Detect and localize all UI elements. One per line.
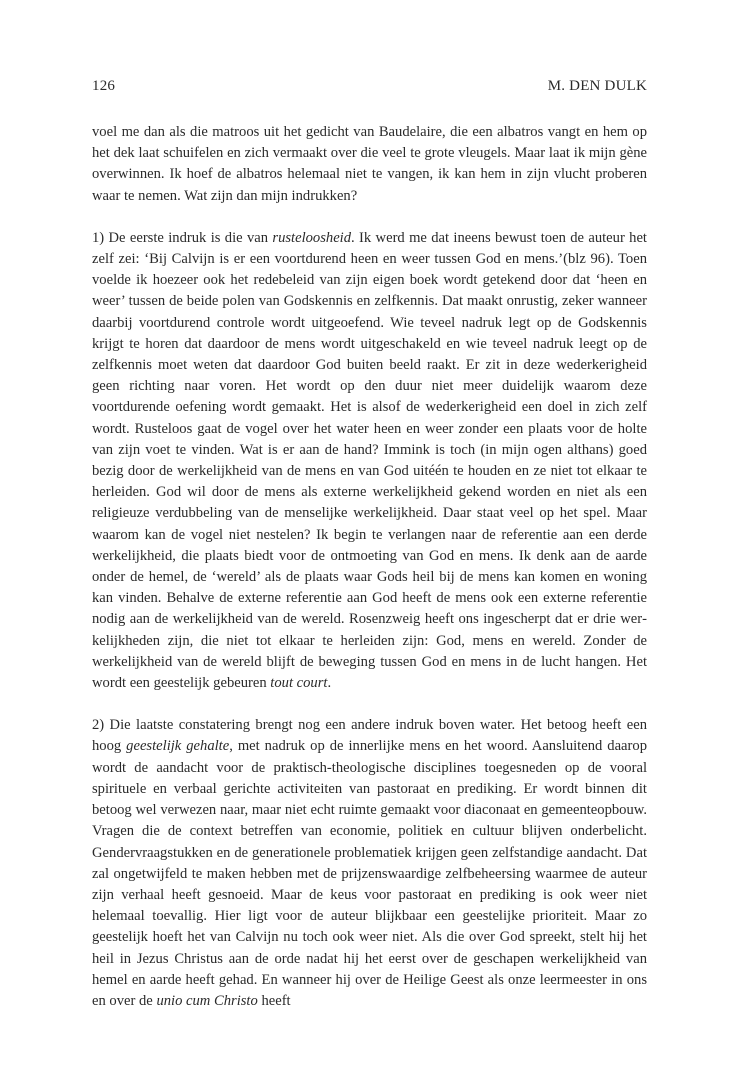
text-run: 2) Die laatste constatering brengt nog een andere indruk boven water. Het betoog heeft een hoog [92,717,647,755]
emphasis-tout-court: tout court [270,675,328,692]
body-text [92,122,647,1012]
text-run: . [327,675,332,692]
emphasis-rusteloosheid: rusteloosheid [272,229,352,246]
page-header [92,78,647,95]
paragraph-point-2 [92,715,647,1012]
text-run: 1) De eerste indruk is die van [92,229,273,246]
text-run: heeft [257,992,291,1009]
page-number: 126 [92,78,116,94]
running-head: M. DEN DULK [547,78,647,94]
paragraph-point-1 [92,228,647,694]
text-run: , met nadruk op de innerlijke mens en het woord. Aansluitend daarop wordt de aandacht voor de praktisch-theologische disciplines toegesneden op de vooral spirituele en verbaal gerichte activiteiten van pastoraat en prediking. Er wordt binnen dit betoog wel verwezen naar, maar niet echt ruimte gemaakt voor diaconaat en gemeenteopbouw. Vragen die de context betreffen van economie, politiek en cultuur blijven onderbelicht. Gendervraagstukken en de generationele problematiek krijgen geen zelfstandige aandacht. Dat zal ongetwijfeld te maken hebben met de prijzenswaardige zelfbeheersing waarmee de auteur zijn verhaal heeft gesnoeid. Maar de keus voor pastoraat en prediking is ook weer niet helemaal toevallig. Hier ligt voor de auteur blijkbaar een geestelijke prioriteit. Maar zo geestelijk hoeft het van Calvijn nu toch ook weer niet. Als die over God spreekt, stelt hij het heil in Jezus Christus aan de orde nadat hij het eerst over de geschapen werkelijkheid van hemel en aarde heeft gehad. En wanneer hij over de Heilige Geest als onze leermeester in ons en over de [92,738,647,1009]
text-run: . Ik werd me dat ineens bewust toen de auteur het zelf zei: ‘Bij Calvijn is er een voortdurend heen en weer tussen God en mens.’(blz 96). Toen voelde ik hoezeer ook het redebeleid van zijn eigen boek wordt getekend door dat ‘heen en weer’ tussen de beide polen van Godskennis en zelfkennis. Dat maakt onrustig, zeker wanneer daarbij voortdurend controle wordt uitgeoefend. Wie teveel nadruk legt op de Godskennis krijgt te horen dat daardoor de mens wordt uitgeschakeld en wie teveel nadruk leegt op de zelfkennis moet weten dat daardoor God buiten beeld raakt. Er zit in deze wederkerigheid geen richting naar voren. Het wordt op den duur niet meer duidelijk waarom deze voortdurende oefening wordt gemaakt. Het is alsof de wederkerigheid een doel in zich zelf wordt. Rusteloos gaat de vogel over het water heen en weer zonder een plaats voor de holte van zijn voet te vinden. Wat is er aan de hand? Immink is toch (in mijn ogen althans) goed bezig door de werkelijkheid van de mens en van God uitéén te houden en ze niet tot elkaar te herleiden. God wil door de mens als externe werkelijkheid gekend worden en niet als een religieuze verdubbeling van de menselijke werkelijkheid. Daar staat veel op het spel. Maar waarom kan de vogel niet nestelen? Ik begin te verlangen naar de referentie aan een derde werkelijkheid, die plaats biedt voor de ontmoeting van God en mens. Ik denk aan de aarde onder de hemel, de ‘wereld’ als de plaats waar Gods heil bij de mens kan komen en woning kan vinden. Behalve de externe referentie aan God heeft de mens ook een externe referentie nodig aan de werkelijkheid van de wereld. Rosenzweig heeft ons ingescherpt dat er drie werkelijkheden zijn, die niet tot elkaar te herleiden zijn: God, mens en wereld. Zonder de werkelijkheid van de wereld blijft de beweging tussen God en mens in de lucht hangen. Het wordt een geestelijk gebeuren [92,229,647,692]
paragraph-intro [92,122,647,207]
emphasis-unio-cum-christo: unio cum Christo [156,992,258,1009]
emphasis-geestelijk-gehalte: geestelijk gehalte [126,738,230,755]
text-run: voel me dan als die matroos uit het gedicht van Baudelaire, die een albatros vangt en hem op het dek laat schuifelen en zich vermaakt over die veel te grote vleugels. Maar laat ik mijn gène overwinnen. Ik hoef de albatros helemaal niet te vangen, ik kan hem in zijn vlucht proberen waar te nemen. Wat zijn dan mijn indrukken? [92,124,647,204]
